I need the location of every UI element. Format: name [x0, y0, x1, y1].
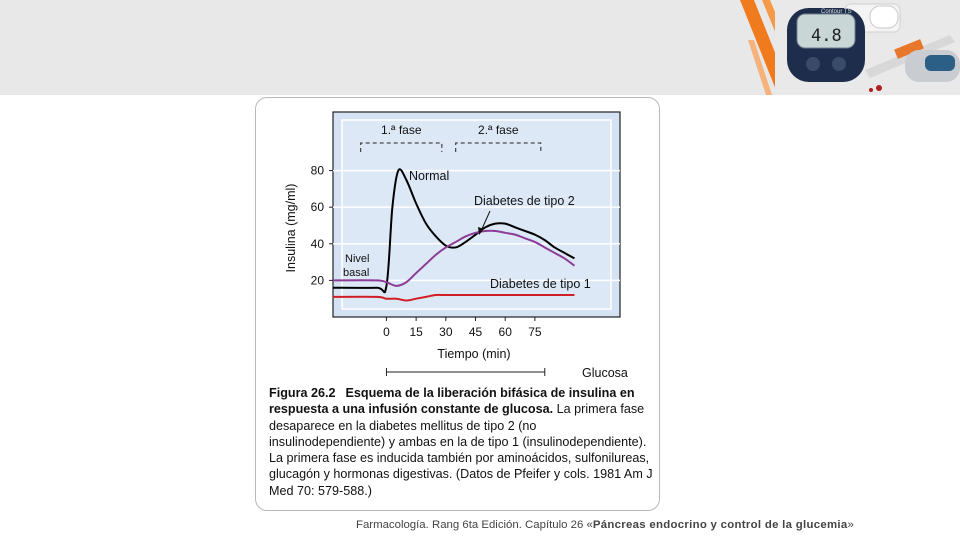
phase-1-label: 1.ª fase — [381, 123, 422, 137]
footer-citation — [356, 519, 854, 531]
footer-suffix: » — [847, 519, 854, 531]
figure-body: La primera fase desaparece en la diabetes mellitus de tipo 2 (no insulinodependiente) y ambas en la de tipo 1 (insulinodependiente). La primera fase es inducida también por aminoácidos, sulfonilureas, glucagón y hormonas digestivas. (Datos de Pfeifer y cols. 1981 Am J Med 70: 579-588.) — [269, 402, 653, 498]
y-tick-label-80: 80 — [310, 163, 324, 178]
x-tick-label-60: 60 — [498, 325, 512, 339]
glucose-label: Glucosa — [582, 366, 628, 380]
x-tick-label-0: 0 — [383, 325, 390, 339]
footer-prefix: Farmacología. Rang 6ta Edición. Capítulo 26 « — [356, 519, 593, 531]
x-axis-label: Tiempo (min) — [437, 347, 511, 361]
type2-annotation: Diabetes de tipo 2 — [474, 194, 575, 208]
figure-number: Figura 26.2 — [269, 386, 336, 400]
x-tick-label-45: 45 — [468, 325, 483, 339]
y-tick-label-40: 40 — [310, 236, 324, 251]
type1-annotation: Diabetes de tipo 1 — [490, 277, 591, 291]
basal-label-line2: basal — [343, 267, 370, 279]
figure-title: Esquema de la liberación bifásica de insulina en respuesta a una infusión constante de glucosa. — [269, 386, 635, 417]
figure-caption — [269, 385, 653, 499]
y-axis-label: Insulina (mg/ml) — [284, 183, 298, 273]
basal-label-line1: Nivel — [345, 253, 370, 265]
x-tick-label-75: 75 — [528, 325, 542, 339]
y-tick-label-60: 60 — [310, 200, 324, 215]
phase-2-label: 2.ª fase — [478, 123, 519, 137]
footer-chapter-title: Páncreas endocrino y control de la glucemia — [592, 519, 848, 531]
normal-annotation: Normal — [409, 169, 450, 183]
meter-brand-label: Contour TS — [821, 9, 852, 15]
x-tick-label-15: 15 — [409, 325, 423, 339]
meter-display-value: 4.8 — [811, 26, 842, 46]
y-tick-label-20: 20 — [310, 273, 324, 288]
x-tick-label-30: 30 — [439, 325, 453, 339]
